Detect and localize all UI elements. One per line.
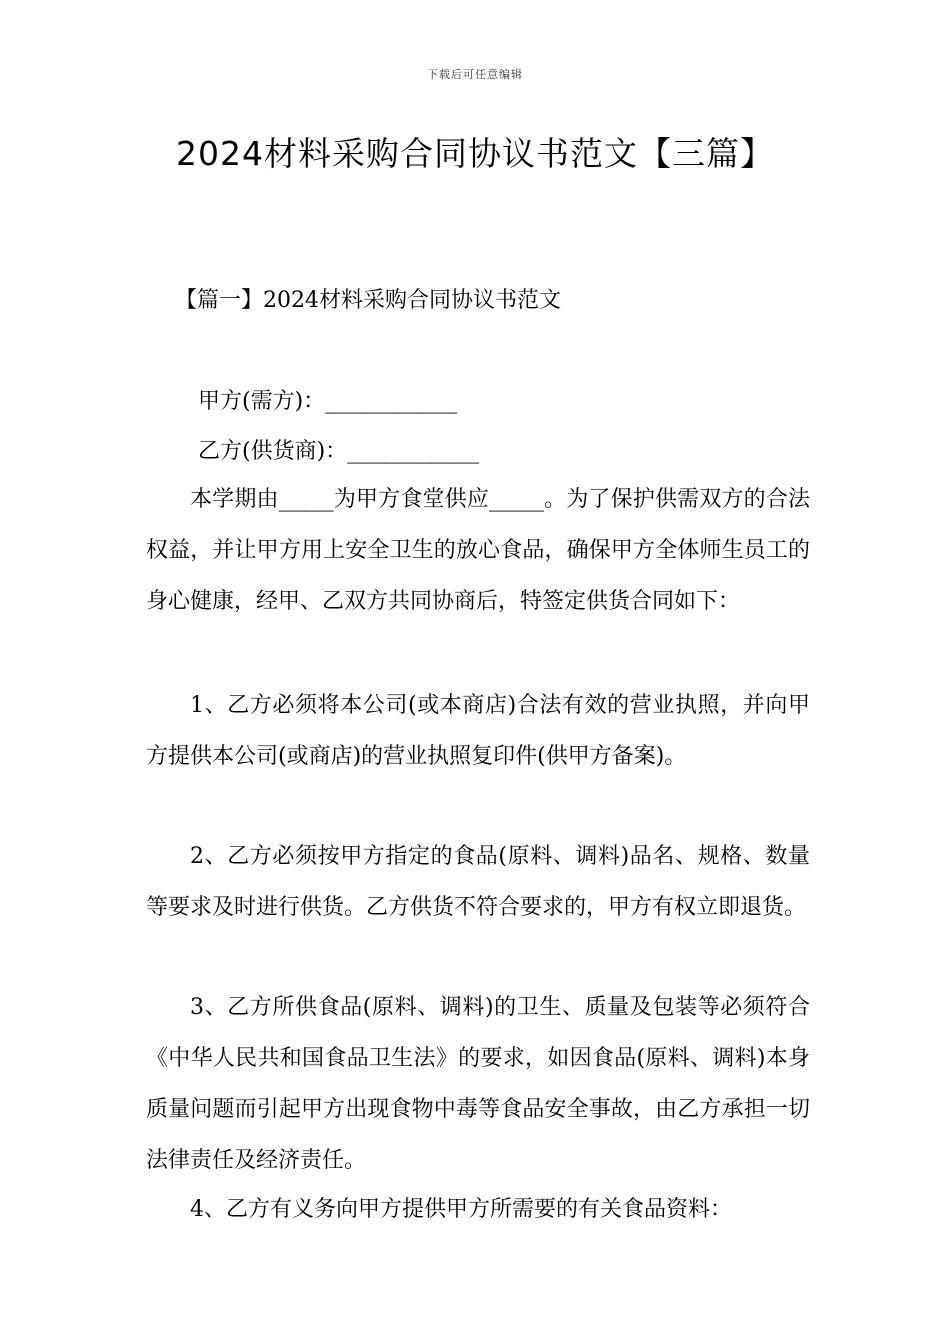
clause-4-block	[146, 1184, 810, 1235]
party-a-blank: ____________	[325, 389, 458, 414]
clause-1: 1、乙方必须将本公司(或本商店)合法有效的营业执照，并向甲方提供本公司(或商店)的营业执照复印件(供甲方备案)。	[146, 693, 810, 769]
document-title: 2024材料采购合同协议书范文【三篇】	[176, 134, 774, 173]
clause-2-block	[146, 831, 810, 933]
party-b-line	[198, 434, 479, 465]
party-a-label: 甲方(需方)：	[198, 389, 326, 414]
clause-3: 3、乙方所供食品(原料、调料)的卫生、质量及包装等必须符合《中华人民共和国食品卫生法》的要求，如因食品(原料、调料)本身质量问题而引起甲方出现食物中毒等食品安全事故，由乙方承担一切法律责任及经济责任。	[146, 995, 810, 1173]
clause-3-block	[146, 982, 810, 1186]
intro-paragraph-block	[146, 474, 810, 627]
intro-paragraph: 本学期由_____为甲方食堂供应_____。为了保护供需双方的合法权益，并让甲方用上安全卫生的放心食品，确保甲方全体师生员工的身心健康，经甲、乙双方共同协商后，特签定供货合同如下：	[146, 487, 810, 614]
clause-2: 2、乙方必须按甲方指定的食品(原料、调料)品名、规格、数量等要求及时进行供货。乙方供货不符合要求的，甲方有权立即退货。	[146, 844, 810, 920]
clause-1-block	[146, 680, 810, 782]
party-a-line	[198, 384, 457, 415]
party-b-blank: ____________	[347, 439, 480, 464]
section-heading: 【篇一】2024材料采购合同协议书范文	[175, 288, 561, 313]
party-b-label: 乙方(供货商)：	[198, 439, 348, 464]
clause-4: 4、乙方有义务向甲方提供甲方所需要的有关食品资料：	[190, 1197, 732, 1222]
header-note: 下载后可任意编辑	[427, 68, 523, 81]
